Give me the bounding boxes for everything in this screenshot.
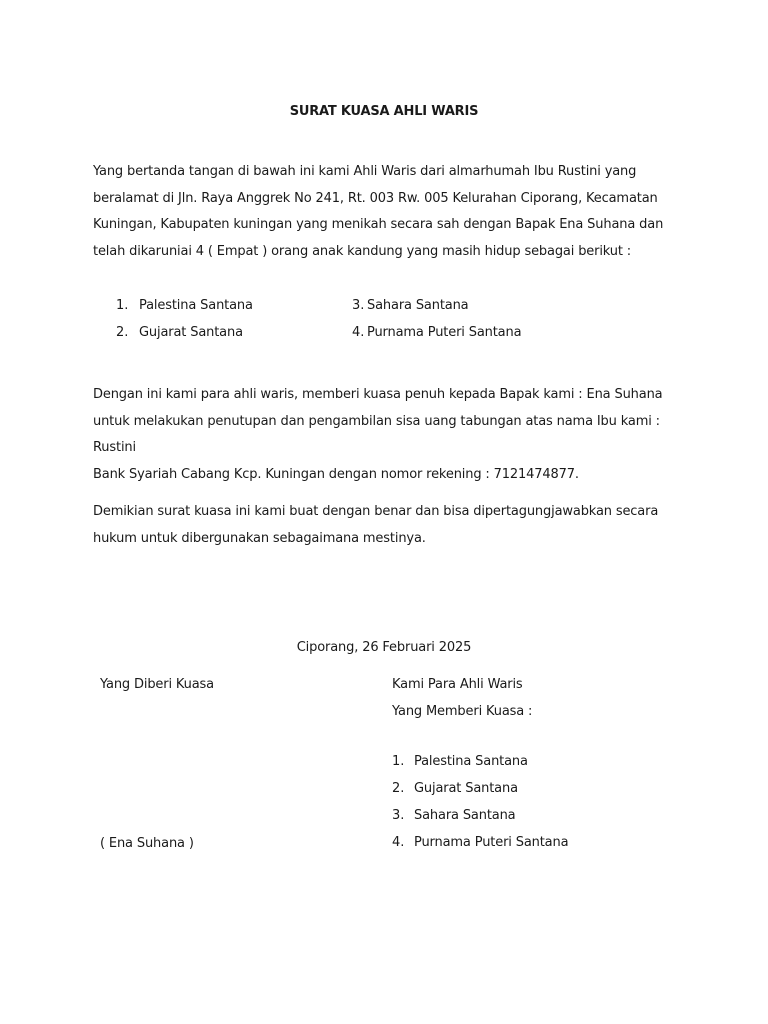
child-name: Sahara Santana	[367, 298, 469, 313]
place-date: Ciporang, 26 Februari 2025	[296, 640, 472, 655]
grantor-name: Sahara Santana	[414, 808, 516, 823]
grantor-name: Palestina Santana	[414, 754, 528, 769]
intro-line: beralamat di Jln. Raya Anggrek No 241, Rt. 003 Rw. 005 Kelurahan Ciporang, Kecamatan	[93, 190, 658, 206]
power-line: Rustini	[93, 440, 136, 455]
intro-paragraph	[93, 159, 683, 265]
list-number: 2.	[392, 781, 405, 796]
grantor-name: Gujarat Santana	[414, 781, 518, 796]
child-name: Palestina Santana	[139, 298, 253, 313]
list-number: 1.	[392, 754, 405, 769]
intro-line: Kuningan, Kabupaten kuningan yang menikah secara sah dengan Bapak Ena Suhana dan	[93, 217, 664, 232]
grantor-name: Purnama Puteri Santana	[414, 835, 569, 850]
power-line: Dengan ini kami para ahli waris, memberi kuasa penuh kepada Bapak kami : Ena Suhana	[93, 387, 663, 402]
power-paragraph	[93, 382, 683, 488]
child-name: Gujarat Santana	[139, 325, 243, 340]
recipient-label: Yang Diberi Kuasa	[100, 677, 214, 692]
list-number: 3.	[392, 808, 405, 823]
child-name: Purnama Puteri Santana	[367, 325, 522, 340]
closing-line: hukum untuk dibergunakan sebagaimana mestinya.	[93, 530, 426, 546]
list-number: 2.	[116, 325, 129, 340]
document-title: SURAT KUASA AHLI WARIS	[289, 104, 479, 119]
list-number: 3.	[352, 298, 365, 313]
list-number: 4.	[352, 325, 365, 340]
grantors-label-1: Kami Para Ahli Waris	[392, 677, 523, 692]
list-number: 4.	[392, 835, 405, 850]
power-line: Bank Syariah Cabang Kcp. Kuningan dengan nomor rekening : 7121474877.	[93, 466, 579, 482]
intro-line: telah dikaruniai 4 ( Empat ) orang anak kandung yang masih hidup sebagai berikut :	[93, 243, 632, 259]
list-number: 1.	[116, 298, 129, 313]
intro-line: Yang bertanda tangan di bawah ini kami Ahli Waris dari almarhumah Ibu Rustini yang	[93, 164, 637, 179]
grantors-label-2: Yang Memberi Kuasa :	[392, 704, 533, 719]
recipient-name: ( Ena Suhana )	[100, 836, 194, 851]
power-line: untuk melakukan penutupan dan pengambilan sisa uang tabungan atas nama Ibu kami :	[93, 413, 660, 429]
closing-line: Demikian surat kuasa ini kami buat dengan benar dan bisa dipertagungjawabkan secara	[93, 504, 659, 519]
closing-paragraph	[93, 499, 683, 552]
